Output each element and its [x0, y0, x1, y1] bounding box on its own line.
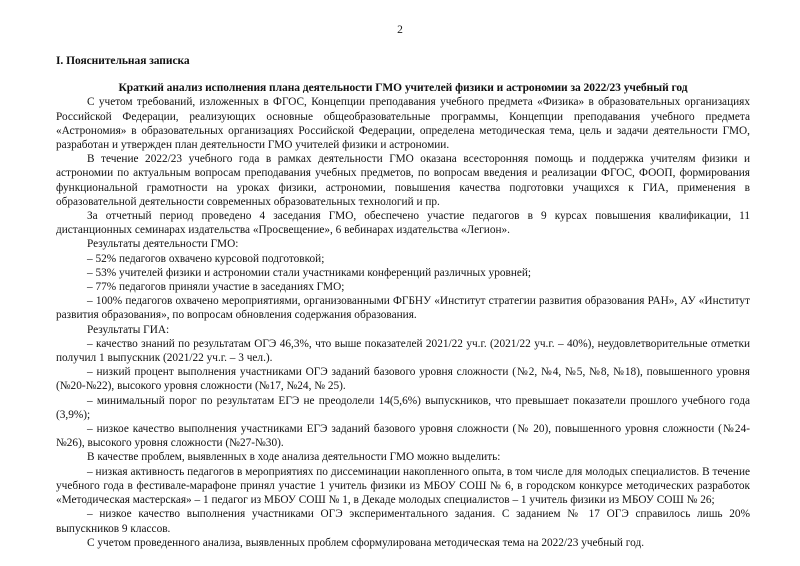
paragraph-intro-requirements: С учетом требований, изложенных в ФГОС, Концепции преподавания учебного предмета «Физика» в образовательных организациях Российской Федерации, реализующих основные общеобразовательные программы, Концепции преподавания учебного предмета «Астрономия» в образовательных организациях Российской Федерации, определена методическая тема, цель и задачи деятельности ГМО, разработан и утвержден план деятельности ГМО учителей физики и астрономии. [56, 96, 750, 152]
paragraph-support-activity: В течение 2022/23 учебного года в рамках деятельности ГМО оказана всесторонняя помощь и поддержка учителям физики и астрономии по актуальным вопросам преподавания учебных предметов, по вопросам введения и реализации ФГОС, ФООП, формирования функциональной грамотности на уроках физики, астрономии, повышения качества подготовки учащихся к ГИА, применения в образовательной деятельности современных образовательных технологий и пр. [56, 153, 750, 208]
label-results-gmo: Результаты деятельности ГМО: [87, 238, 239, 251]
document-body [56, 54, 750, 550]
label-problems: В качестве проблем, выявленных в ходе анализа деятельности ГМО можно выделить: [87, 451, 501, 464]
label-results-gia: Результаты ГИА: [87, 323, 170, 336]
list-item-gmo-1: – 52% педагогов охвачено курсовой подготовкой; [87, 252, 325, 265]
list-item-gmo-4: – 100% педагогов охвачено мероприятиями, организованными ФГБНУ «Институт стратегии развития образования РАН», АУ «Институт развития образования», по вопросам обновления содержания образования. [56, 295, 750, 322]
paragraph-reporting-period: За отчетный период проведено 4 заседания ГМО, обеспечено участие педагогов в 9 курсах повышения квалификации, 11 дистанционных семинарах издательства «Просвещение», 6 вебинарах издательства «Легион». [56, 210, 750, 237]
list-item-gia-3: – минимальный порог по результатам ЕГЭ не преодолели 14(5,6%) выпускников, что превышает показатели прошлого учебного года (3,9%); [56, 394, 750, 421]
list-item-problem-2: – низкое качество выполнения участниками ОГЭ экспериментального задания. С заданием № 17 ОГЭ справилось лишь 20% выпускников 9 классов. [56, 508, 750, 535]
document-heading: Краткий анализ исполнения плана деятельности ГМО учителей физики и астрономии за 2022/23 учебный год [118, 82, 688, 95]
section-title: I. Пояснительная записка [56, 55, 190, 67]
list-item-gia-2: – низкий процент выполнения участниками ОГЭ заданий базового уровня сложности (№2, №4, №5, №8, №18), повышенного уровня (№20-№22), высокого уровня сложности (№17, №24, № 25). [56, 366, 750, 393]
list-item-gmo-3: – 77% педагогов приняли участие в заседаниях ГМО; [87, 281, 345, 294]
list-item-gmo-2: – 53% учителей физики и астрономии стали участниками конференций различных уровней; [87, 266, 532, 279]
spacer [56, 68, 750, 81]
list-item-gia-4: – низкое качество выполнения участниками ЕГЭ заданий базового уровня сложности (№ 20), повышенного уровня сложности (№24-№26), высокого уровня сложности (№27-№30). [56, 423, 750, 450]
paragraph-conclusion: С учетом проведенного анализа, выявленных проблем сформулирована методическая тема на 2022/23 учебный год. [87, 536, 645, 549]
page-number: 2 [397, 24, 403, 36]
list-item-problem-1: – низкая активность педагогов в мероприятиях по диссеминации накопленного опыта, в том числе для молодых специалистов. В течение учебного года в фестивале-марафоне принял участие 1 учитель физики из МБОУ СОШ № 6, в городском конкурсе методических разработок «Методическая мастерская» – 1 педагог из МБОУ СОШ № 1, в Декаде молодых специалистов – 1 учитель физики из МБОУ СОШ № 26; [56, 465, 750, 507]
list-item-gia-1: – качество знаний по результатам ОГЭ 46,3%, что выше показателей 2021/22 уч.г. (2021/22 уч.г. – 40%), неудовлетворительные отметки получил 1 выпускник (2021/22 уч.г. – 3 чел.). [56, 337, 750, 365]
